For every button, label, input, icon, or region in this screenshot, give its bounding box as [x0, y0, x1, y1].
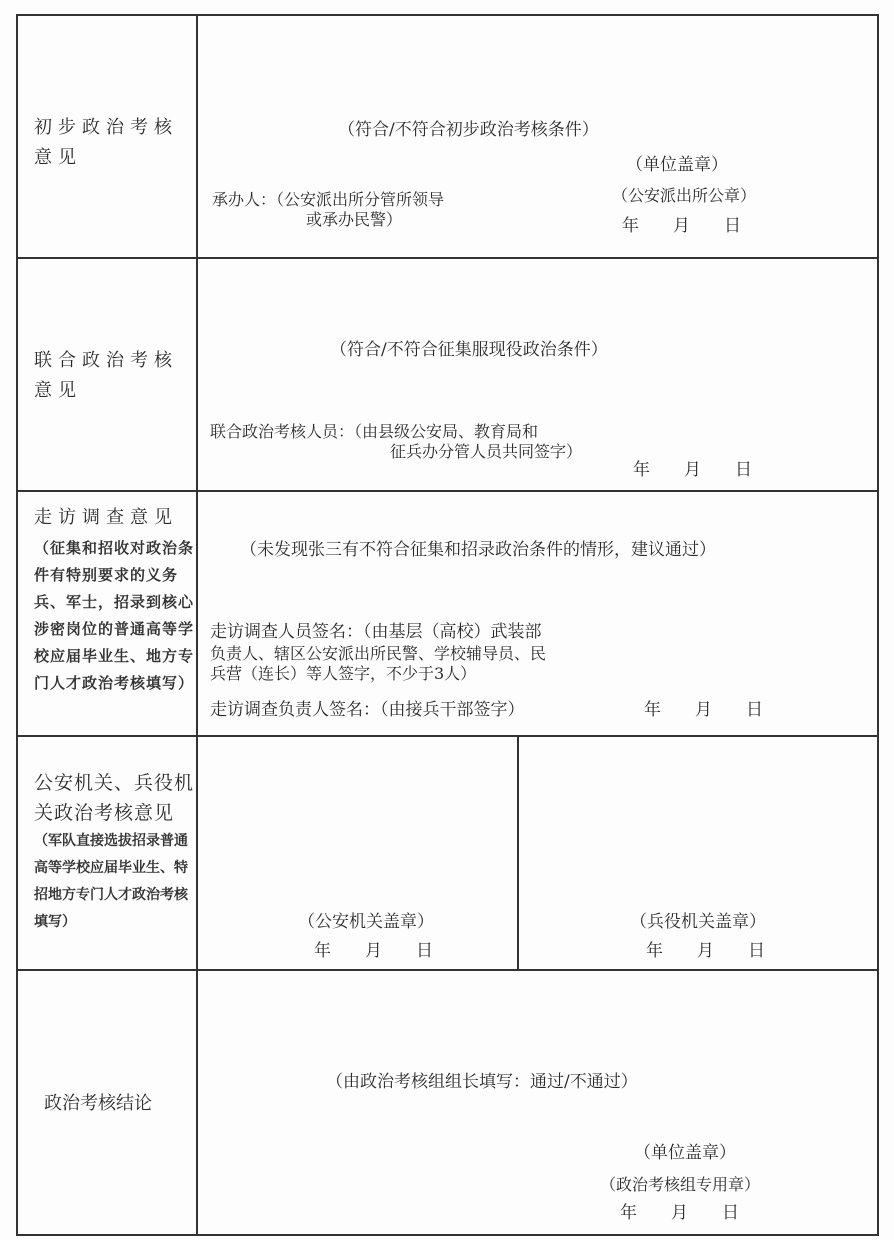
visit-lead-signature: 走访调查负责人签名：（由接兵干部签字）	[210, 700, 525, 720]
border-left	[16, 14, 18, 1236]
row-divider	[16, 969, 879, 971]
police-stamp: （公安机关盖章）	[298, 912, 434, 932]
military-service-stamp: （兵役机关盖章）	[630, 912, 766, 932]
row-label-conclusion: 政治考核结论	[44, 1093, 152, 1114]
visit-opinion: （未发现张三有不符合征集和招录政治条件的情形，建议通过）	[240, 540, 716, 560]
stamp-label: （单位盖章）	[634, 1143, 736, 1163]
visit-signers-note: 兵营（连长）等人签字，不少于3人）	[210, 664, 477, 683]
stamp-note: （政治考核组专用章）	[600, 1175, 761, 1194]
date: 年 月 日	[620, 1203, 739, 1223]
row-label-authorities: 公安机关、兵役机关政治考核意见	[34, 772, 195, 824]
visit-label-note: （征集和招收对政治条件有特别要求的义务兵、军士，招录到核心涉密岗位的普通高等学校应届毕业生、地方专门人才政治考核填写）	[34, 539, 195, 692]
date: 年 月 日	[644, 700, 763, 720]
joint-opinion: （符合/不符合征集服现役政治条件）	[330, 340, 608, 360]
row-label-preliminary: 初步政治考核意见	[34, 117, 178, 168]
joint-reviewers-signature: 联合政治考核人员：（由县级公安局、教育局和	[210, 422, 539, 441]
handler-signature: 承办人：（公安派出所分管所领导	[212, 190, 445, 209]
column-divider	[196, 14, 198, 1236]
conclusion-opinion: （由政治考核组组长填写：通过/不通过）	[326, 1072, 638, 1092]
handler-signature-note: 或承办民警）	[306, 210, 403, 229]
date: 年 月 日	[646, 941, 765, 961]
row-divider	[16, 490, 879, 492]
row-divider	[16, 735, 879, 737]
row-label-visit: 走访调查意见	[34, 507, 178, 528]
preliminary-opinion: （符合/不符合初步政治考核条件）	[338, 120, 599, 140]
visit-signers: 走访调查人员签名：（由基层（高校）武装部	[210, 622, 542, 642]
authorities-label-note: （军队直接选拔招录普通高等学校应届毕业生、特招地方专门人才政治考核填写）	[34, 833, 188, 930]
row-divider	[16, 257, 879, 259]
visit-signers-note: 负责人、辖区公安派出所民警、学校辅导员、民	[210, 644, 547, 663]
border-bottom	[16, 1234, 879, 1236]
joint-reviewers-note: 征兵办分管人员共同签字）	[390, 442, 583, 461]
date: 年 月 日	[633, 460, 752, 480]
border-top	[16, 14, 879, 16]
cell-divider	[517, 735, 519, 971]
date: 年 月 日	[314, 941, 433, 961]
stamp-label: （单位盖章）	[626, 155, 728, 175]
border-right	[877, 14, 879, 1236]
stamp-note: （公安派出所公章）	[612, 186, 757, 205]
date: 年 月 日	[622, 216, 741, 236]
row-label-joint: 联合政治考核意见	[34, 350, 178, 401]
